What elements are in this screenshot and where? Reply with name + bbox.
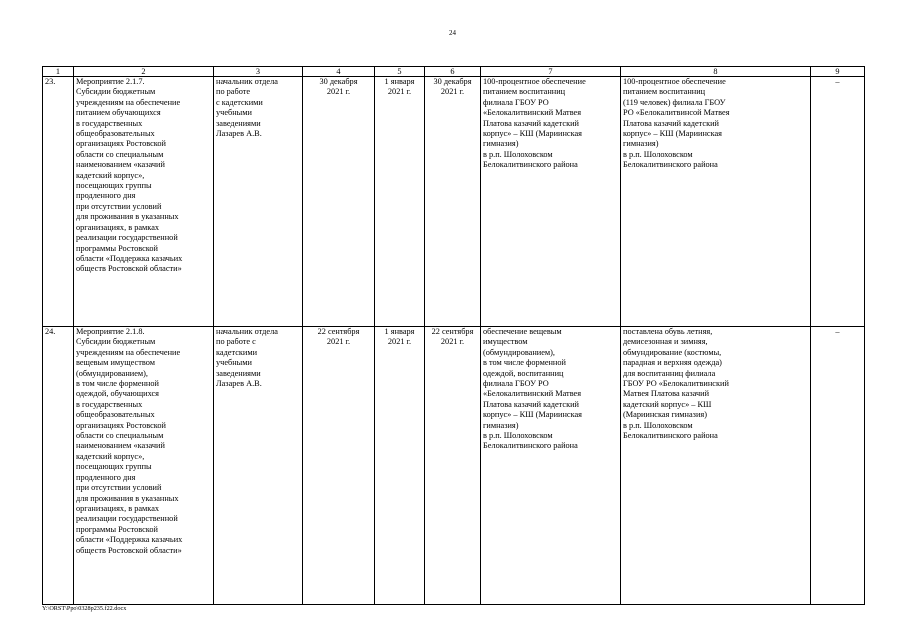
column-header: 5 xyxy=(375,67,425,77)
column-header: 1 xyxy=(43,67,74,77)
file-path-footer: Y:\ORST\Ppo\0328p235.f22.docx xyxy=(42,605,127,612)
planned-result-cell: 100-процентное обеспечение питанием воспитанниц филиала ГБОУ РО «Белокалитвинский Матвея Платова казачий кадетский корпус» – КШ (Мариинская гимназия) в р.п. Шолоховском Белокалитвинского района xyxy=(481,77,621,327)
actual-date: 22 сентября 2021 г. xyxy=(425,327,481,605)
planned-result-cell: обеспечение вещевым имуществом (обмундированием), в том числе форменной одеждой, воспитанниц филиала ГБОУ РО «Белокалитвинский Матвея Платова казачий кадетский корпус» – КШ (Мариинская гимназия) в р.п. Шолоховском Белокалитвинского района xyxy=(481,327,621,605)
column-header: 8 xyxy=(621,67,811,77)
plan-end-date: 1 января 2021 г. xyxy=(375,327,425,605)
responsible-cell: начальник отдела по работе с кадетскими учебными заведениями Лазарев А.В. xyxy=(214,327,303,605)
column-header: 4 xyxy=(303,67,375,77)
plan-start-date: 22 сентября 2021 г. xyxy=(303,327,375,605)
event-cell: Мероприятие 2.1.8. Субсидии бюджетным учреждениям на обеспечение вещевым имуществом (обмундированием), в том числе форменной одеждой, обучающихся в государственных общеобразовательных организациях Ростовской области со специальным наименованием «казачий кадетский корпус», посещающих группы продленного дня при отсутствии условий для проживания в указанных организациях, в рамках реализации государственной программы Ростовской области «Поддержка казачьих обществ Ростовской области» xyxy=(74,327,214,605)
column-header: 9 xyxy=(811,67,865,77)
column-header: 6 xyxy=(425,67,481,77)
table-header-row xyxy=(43,67,865,77)
actual-result-cell: 100-процентное обеспечение питанием воспитанниц (119 человек) филиала ГБОУ РО «Белокалитвинсой Матвея Платова казачий кадетский корпус» – КШ (Мариинская гимназия) в р.п. Шолоховском Белокалитвинского района xyxy=(621,77,811,327)
report-table xyxy=(42,66,865,605)
reason-cell: – xyxy=(811,327,865,605)
column-header: 2 xyxy=(74,67,214,77)
plan-start-date: 30 декабря 2021 г. xyxy=(303,77,375,327)
plan-end-date: 1 января 2021 г. xyxy=(375,77,425,327)
reason-cell: – xyxy=(811,77,865,327)
table-row xyxy=(43,327,865,605)
table-row xyxy=(43,77,865,327)
row-number: 23. xyxy=(43,77,74,327)
event-cell: Мероприятие 2.1.7. Субсидии бюджетным учреждениям на обеспечение питанием обучающихся в государственных общеобразовательных организациях Ростовской области со специальным наименованием «казачий кадетский корпус», посещающих группы продленного дня при отсутствии условий для проживания в указанных организациях, в рамках реализации государственной программы Ростовской области «Поддержка казачьих обществ Ростовской области» xyxy=(74,77,214,327)
column-header: 7 xyxy=(481,67,621,77)
actual-result-cell: поставлена обувь летняя, демисезонная и зимняя, обмундирование (костюмы, парадная и верхняя одежда) для воспитанниц филиала ГБОУ РО «Белокалитвинский Матвея Платова казачий кадетский корпус» – КШ (Мариинская гимназия) в р.п. Шолоховском Белокалитвинского района xyxy=(621,327,811,605)
column-header: 3 xyxy=(214,67,303,77)
actual-date: 30 декабря 2021 г. xyxy=(425,77,481,327)
row-number: 24. xyxy=(43,327,74,605)
responsible-cell: начальник отдела по работе с кадетскими учебными заведениями Лазарев А.В. xyxy=(214,77,303,327)
page-number: 24 xyxy=(449,29,456,37)
